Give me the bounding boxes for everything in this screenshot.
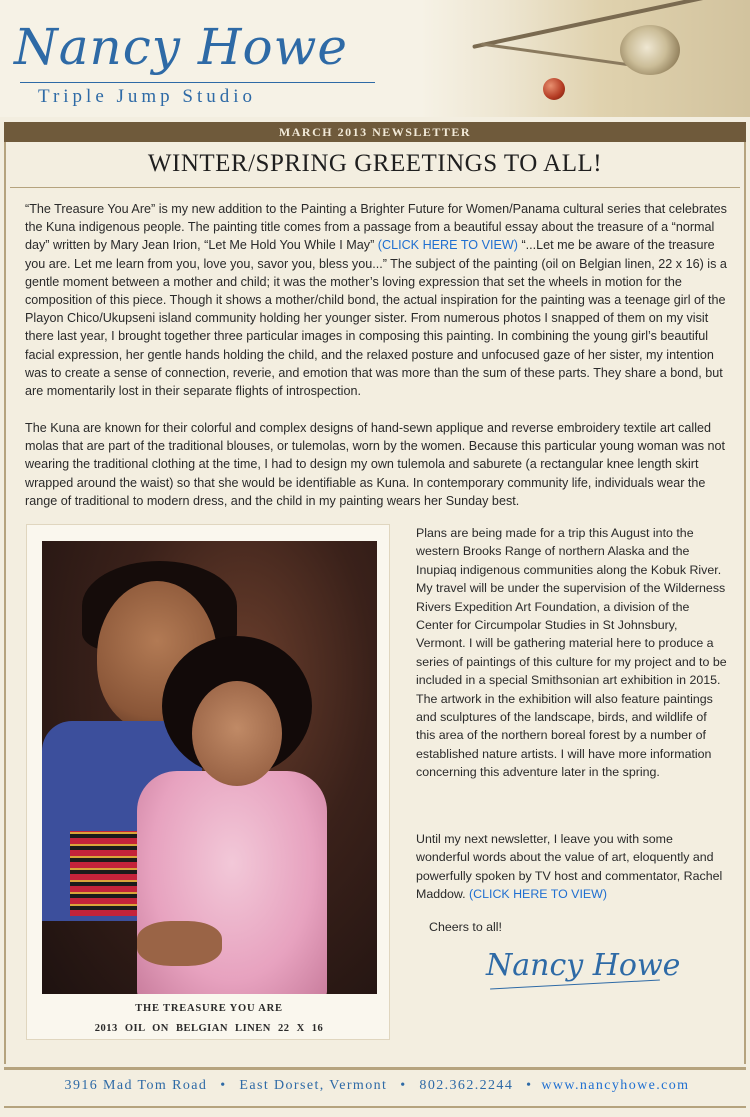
footer-bottom-rule (4, 1106, 746, 1108)
intro-text: “The Treasure You Are” is my new addition to the Painting a Brighter Future for Women/Panama cultural series that celebrates the Kuna indigenous people. The painting title comes from a passage from a beautiful essay about the treasure of a “normal day” written by Mary Jean Irion, “Let Me Hold You While I May” (25, 202, 727, 253)
essay-link[interactable]: (CLICK HERE TO VIEW) (377, 238, 518, 253)
intro-paragraph (25, 200, 730, 400)
cheers-text: Cheers to all! (429, 920, 503, 934)
bullet-separator: • (220, 1078, 227, 1093)
closing-text: Until my next newsletter, I leave you with some wonderful words about the value of art, eloquently and powerfully spoken by TV host and commentator, Rachel Maddow. (416, 832, 723, 902)
bullet-separator: • (526, 1078, 533, 1093)
footer-divider (4, 1067, 746, 1070)
maddow-link[interactable]: (CLICK HERE TO VIEW) (469, 887, 607, 902)
logo-divider (20, 82, 375, 83)
footer-town: East Dorset, Vermont (239, 1078, 388, 1093)
footer-address: 3916 Mad Tom Road (64, 1078, 208, 1093)
berry-image (543, 78, 565, 100)
page-title: WINTER/SPRING GREETINGS TO ALL! (147, 150, 603, 177)
logo-signature[interactable]: Nancy Howe (14, 18, 348, 76)
header (0, 0, 750, 117)
footer-phone[interactable]: 802.362.2244 (419, 1078, 514, 1093)
intro-text-continued: “...Let me be aware of the treasure you are. Let me learn from you, love you, savor you, bless you...” The subject of the painting (oil on Belgian linen, 22 x 16) is a gentle moment between a mother and child; it was the mother’s loving expression that set the wheels in motion for the composition of this piece. Though it shows a mother/child bond, the actual inspiration for the painting was a teenage girl of the Playon Chico/Ukupseni island community holding her younger sister. From numerous photos I snapped of them on my visit there last year, I brought together three particular images in composing this painting. In combining the young girl’s beautiful facial expression, her gentle hands holding the child, and the relaxed posture and unfocused gaze of her sister, my intention was to create a sense of connection, reverie, and emotion that was more than the sum of these parts. They share a bond, but are momentarily lost in their separate flights of introspection. (25, 238, 727, 399)
bullet-separator: • (400, 1078, 407, 1093)
newsletter-banner: MARCH 2013 NEWSLETTER (4, 122, 746, 142)
painting-image[interactable] (42, 541, 377, 994)
footer-contact (0, 1078, 750, 1094)
artwork-title: THE TREASURE YOU ARE (135, 1003, 283, 1014)
title-divider (10, 187, 740, 188)
artwork-medium: OIL ON BELGIAN LINEN (124, 1023, 271, 1034)
artwork-year: 2013 (94, 1023, 118, 1034)
kuna-paragraph: The Kuna are known for their colorful and complex designs of hand-sewn applique and reverse embroidery textile art called molas that are part of the traditional blouses, or tulemolas, worn by the women. Because this particular young woman was not wearing the traditional clothing at the time, I had to design my own tulemola and saburete (a rectangular knee length skirt wrapped around the waist) so that she would be identifiable as Kuna. In contemporary community life, individuals wear the range of traditional to modern dress, and the child in my painting wears her Sunday best. (25, 421, 726, 508)
artwork-card (26, 524, 390, 1040)
painting-detail (137, 921, 222, 966)
signature: Nancy Howe (486, 948, 681, 983)
painting-detail (192, 681, 282, 786)
header-photo (420, 0, 750, 117)
footer-website-link[interactable]: www.nancyhowe.com (541, 1078, 690, 1093)
artwork-size: 22 X 16 (277, 1023, 324, 1034)
studio-name: Triple Jump Studio (38, 86, 257, 107)
seed-pod-image (620, 25, 680, 75)
closing-paragraph (416, 830, 728, 904)
artwork-details (27, 1023, 391, 1034)
alaska-paragraph: Plans are being made for a trip this August into the western Brooks Range of northern Alaska and the Inupiaq indigenous communities along the Kobuk River. My travel will be under the supervision of the Wilderness Rivers Expedition Art Foundation, a division of the Center for Circumpolar Studies in St Johnsbury, Vermont. I will be gathering material here to produce a series of paintings of this culture for my project and to be included in a special Smithsonian art exhibition in 2015. The artwork in the exhibition will also feature paintings and sculptures of the landscape, birds, and wildlife of this area of the northern boreal forest by a number of established nature artists. I will have more information concerning this adventure later in the spring. (416, 526, 727, 780)
